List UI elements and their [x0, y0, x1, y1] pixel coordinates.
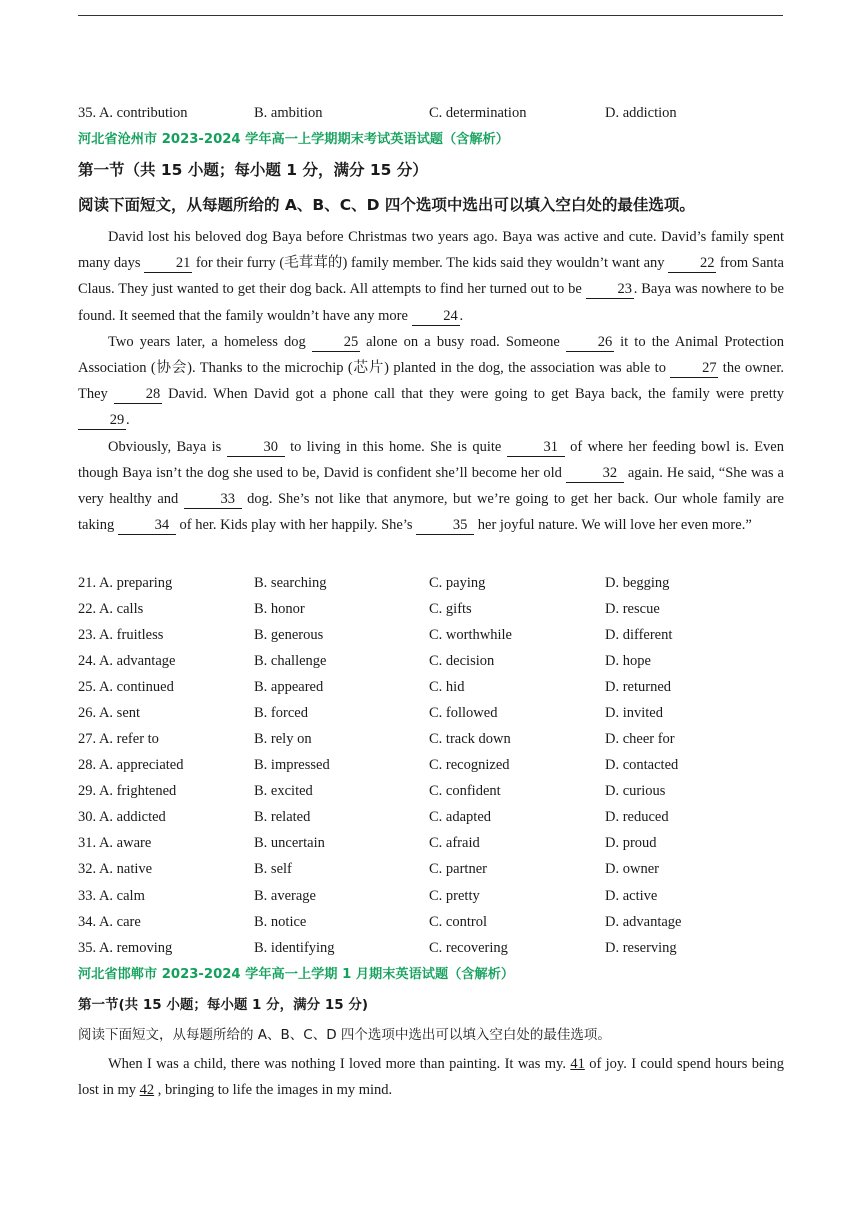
option-b: B. appeared: [254, 679, 324, 695]
blank-35: 35: [416, 517, 474, 535]
option-a: 26. A. sent: [78, 705, 141, 721]
cloze-passage: [78, 224, 784, 538]
option-d: D. contacted: [605, 757, 679, 773]
option-c: C. recognized: [429, 757, 510, 773]
option-a: 34. A. care: [78, 914, 141, 930]
passage-paragraph-3: Obviously, Baya is 30 to living in this home. She is quite 31 of where her feeding bowl is. Even though Baya isn’t the dog she used to be, David is confident she’ll become her old 32 again. He said, “She was a very healthy and 33 dog. She’s not like that anymore, but we’re going to get her back. Our whole family are taking 34 of her. Kids play with her happily. She’s 35 her joyful nature. We will love her even more.”: [78, 438, 784, 534]
option-d: D. returned: [605, 679, 672, 695]
option-a: 29. A. frightened: [78, 783, 177, 799]
option-c: C. worthwhile: [429, 627, 512, 643]
option-c: C. decision: [429, 653, 495, 669]
option-c: C. adapted: [429, 809, 492, 825]
blank-32: 32: [566, 465, 624, 483]
cloze-passage-2: [78, 1051, 784, 1103]
blank-26: 26: [566, 334, 614, 352]
blank-22: 22: [668, 255, 716, 273]
option-c: C. paying: [429, 575, 486, 591]
option-b: B. generous: [254, 627, 324, 643]
option-c: C. partner: [429, 861, 487, 877]
option-b: B. ambition: [254, 105, 323, 121]
option-b: B. impressed: [254, 757, 330, 773]
section-heading-2: 第一节(共 15 小题；每小题 1 分，满分 15 分): [78, 997, 369, 1013]
option-c: C. gifts: [429, 601, 472, 617]
passage-paragraph-1: David lost his beloved dog Baya before Christmas two years ago. Baya was active and cute. David’s family spent many days 21 for their furry (毛茸茸的) family member. The kids said they wouldn’t want any 22 from Santa Claus. They just wanted to get their dog back. All attempts to find her turned out to be 23 . Baya was nowhere to be found. It seemed that the family wouldn’t have any more 24 .: [78, 229, 784, 324]
blank-41: 41: [570, 1056, 585, 1072]
option-d: D. advantage: [605, 914, 682, 930]
section-heading: 第一节（共 15 小题；每小题 1 分，满分 15 分）: [78, 161, 428, 179]
option-c: C. track down: [429, 731, 511, 747]
option-b: B. forced: [254, 705, 308, 721]
passage-paragraph-2: Two years later, a homeless dog 25 alone on a busy road. Someone 26 it to the Animal Protection Association (协会). Thanks to the microchip (芯片) planted in the dog, the association was able to 27 the owner. They 28 David. When David got a phone call that they were going to get Baya back, the family were pretty 29 .: [78, 333, 784, 429]
option-b: B. self: [254, 861, 292, 877]
option-c: C. followed: [429, 705, 498, 721]
option-c: C. afraid: [429, 835, 480, 851]
option-a: 23. A. fruitless: [78, 627, 164, 643]
option-b: B. identifying: [254, 940, 335, 956]
option-b: B. rely on: [254, 731, 312, 747]
option-a: 32. A. native: [78, 861, 153, 877]
option-a: 33. A. calm: [78, 888, 145, 904]
option-a: 30. A. addicted: [78, 809, 166, 825]
blank-28: 28: [114, 386, 162, 404]
option-b: B. notice: [254, 914, 307, 930]
blank-24: 24: [412, 308, 460, 326]
instructions-2: 阅读下面短文，从每题所给的 A、B、C、D 四个选项中选出可以填入空白处的最佳选项。: [78, 1027, 611, 1043]
option-d: D. owner: [605, 861, 659, 877]
blank-33: 33: [184, 491, 242, 509]
option-b: B. excited: [254, 783, 313, 799]
source-title-cangzhou[interactable]: 河北省沧州市 2023-2024 学年高一上学期期末考试英语试题（含解析）: [78, 132, 509, 147]
blank-31: 31: [507, 439, 565, 457]
option-a: 24. A. advantage: [78, 653, 176, 669]
blank-34: 34: [118, 517, 176, 535]
option-a: 35. A. removing: [78, 940, 173, 956]
blank-21: 21: [144, 255, 192, 273]
option-b: B. average: [254, 888, 316, 904]
option-a: 25. A. continued: [78, 679, 174, 695]
header-rule: [78, 15, 783, 16]
option-c: C. control: [429, 914, 487, 930]
option-d: D. addiction: [605, 105, 677, 121]
option-a: 35. A. contribution: [78, 105, 188, 121]
option-d: D. rescue: [605, 601, 660, 617]
option-d: D. begging: [605, 575, 670, 591]
option-c: C. determination: [429, 105, 527, 121]
option-d: D. active: [605, 888, 658, 904]
option-d: D. proud: [605, 835, 657, 851]
option-b: B. searching: [254, 575, 327, 591]
option-b: B. uncertain: [254, 835, 325, 851]
option-d: D. different: [605, 627, 673, 643]
option-c: C. pretty: [429, 888, 480, 904]
blank-29: 29: [78, 412, 126, 430]
option-c: C. recovering: [429, 940, 508, 956]
option-d: D. cheer for: [605, 731, 675, 747]
option-a: 28. A. appreciated: [78, 757, 184, 773]
option-d: D. reserving: [605, 940, 677, 956]
option-b: B. honor: [254, 601, 305, 617]
blank-30: 30: [227, 439, 285, 457]
option-a: 21. A. preparing: [78, 575, 173, 591]
option-a: 27. A. refer to: [78, 731, 159, 747]
option-d: D. invited: [605, 705, 663, 721]
blank-27: 27: [670, 360, 718, 378]
blank-42: 42: [139, 1082, 155, 1099]
option-a: 31. A. aware: [78, 835, 152, 851]
option-c: C. hid: [429, 679, 465, 695]
blank-25: 25: [312, 334, 360, 352]
option-b: B. related: [254, 809, 311, 825]
option-a: 22. A. calls: [78, 601, 144, 617]
option-b: B. challenge: [254, 653, 327, 669]
blank-23: 23: [586, 281, 634, 299]
option-d: D. curious: [605, 783, 666, 799]
instructions: 阅读下面短文，从每题所给的 A、B、C、D 四个选项中选出可以填入空白处的最佳选项。: [78, 196, 695, 214]
source-title-handan[interactable]: 河北省邯郸市 2023-2024 学年高一上学期 1 月期末英语试题（含解析）: [78, 967, 515, 982]
option-c: C. confident: [429, 783, 501, 799]
option-d: D. reduced: [605, 809, 669, 825]
passage2-paragraph-1: When I was a child, there was nothing I loved more than painting. It was my. 41 of joy. I could spend hours being lost in my 42 , bringing to life the images in my mind.: [78, 1056, 784, 1099]
option-d: D. hope: [605, 653, 651, 669]
